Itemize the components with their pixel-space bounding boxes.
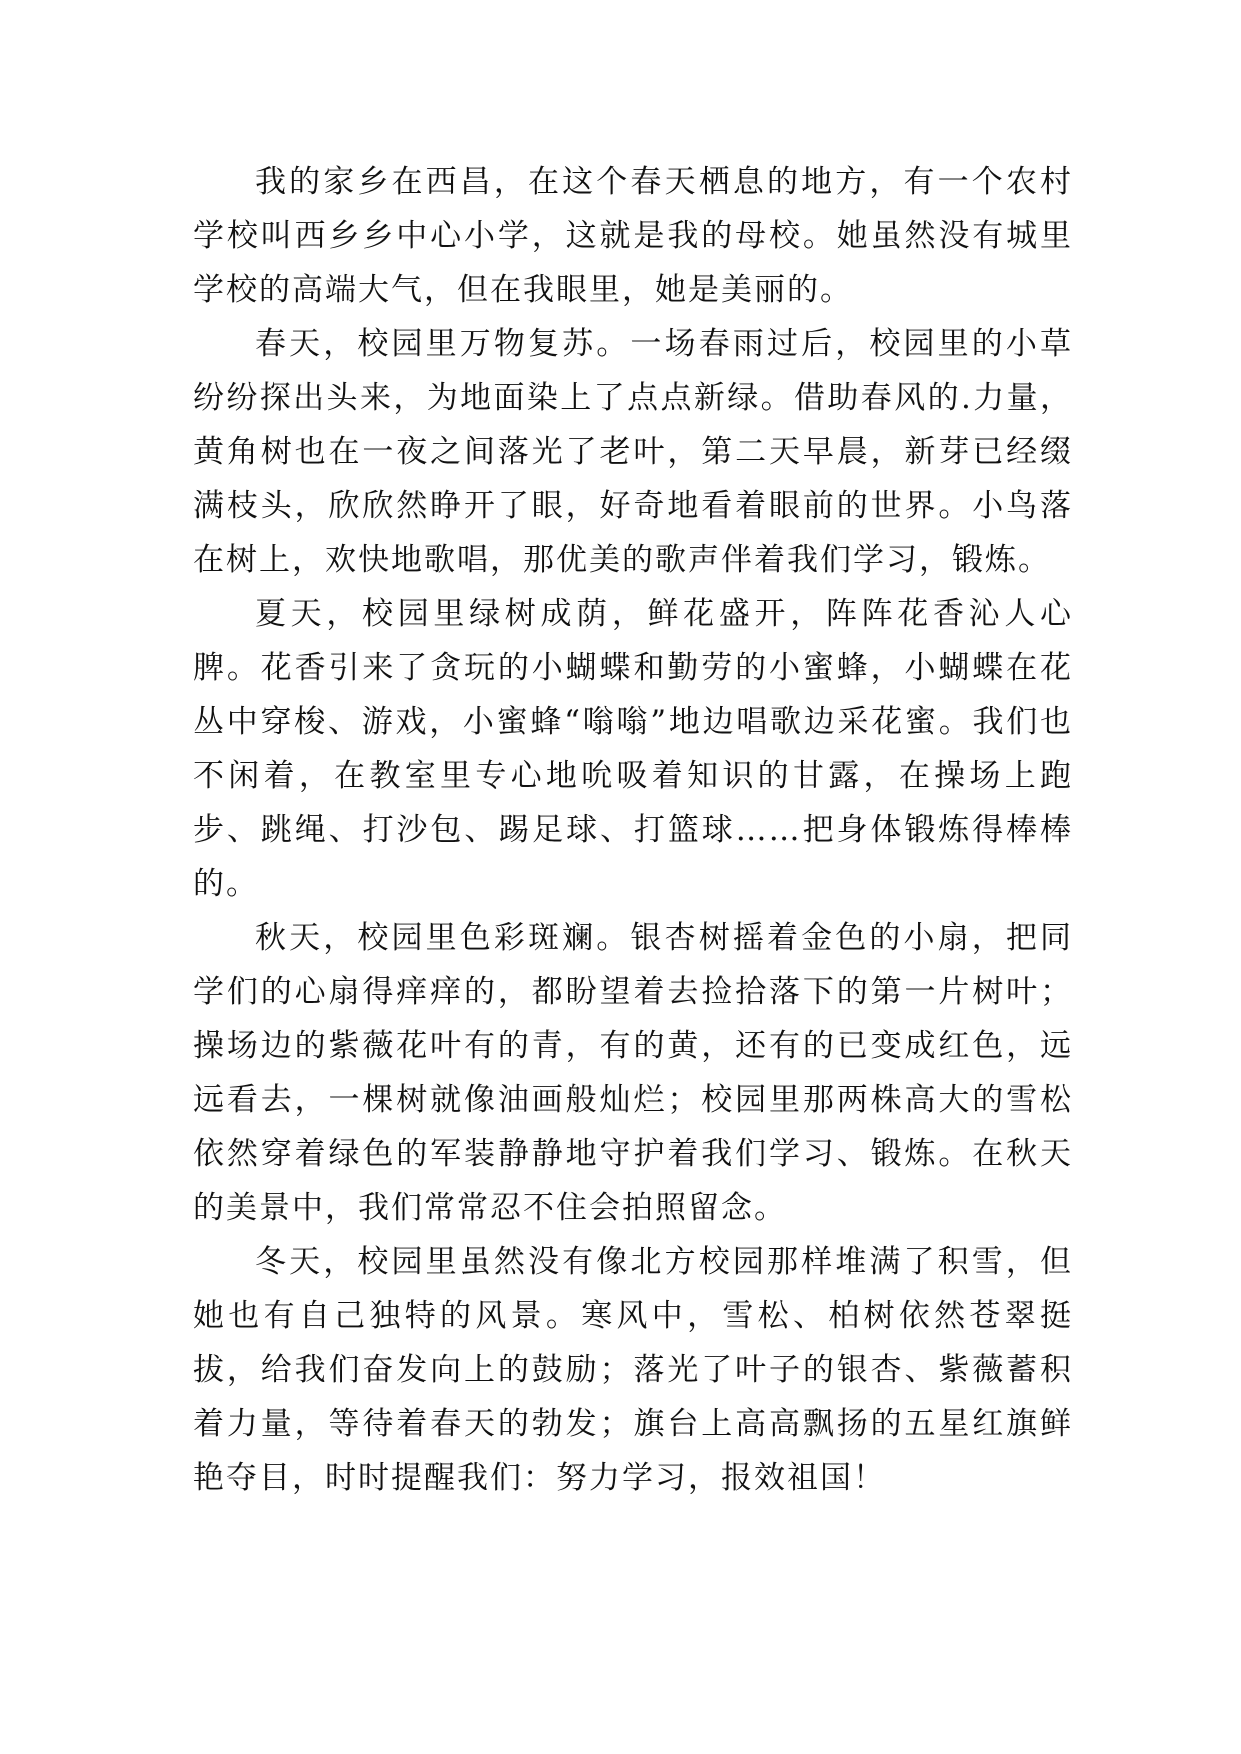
paragraph-summer: 夏天，校园里绿树成荫，鲜花盛开，阵阵花香沁人心脾。花香引来了贪玩的小蝴蝶和勤劳的小蜜蜂，小蝴蝶在花丛中穿梭、游戏，小蜜蜂“嗡嗡”地边唱歌边采花蜜。我们也不闲着，在教室里专心地吮吸着知识的甘露，在操场上跑步、跳绳、打沙包、踢足球、打篮球……把身体锻炼得棒棒的。 xyxy=(193,596,1073,902)
paragraph-autumn: 秋天，校园里色彩斑斓。银杏树摇着金色的小扇，把同学们的心扇得痒痒的，都盼望着去捡拾落下的第一片树叶；操场边的紫薇花叶有的青，有的黄，还有的已变成红色，远远看去，一棵树就像油画般灿烂；校园里那两株高大的雪松依然穿着绿色的军装静静地守护着我们学习、锻炼。在秋天的美景中，我们常常忍不住会拍照留念。 xyxy=(193,920,1073,1226)
paragraph-intro: 我的家乡在西昌，在这个春天栖息的地方，有一个农村学校叫西乡乡中心小学，这就是我的母校。她虽然没有城里学校的高端大气，但在我眼里，她是美丽的。 xyxy=(193,164,1073,308)
paragraph-spring: 春天，校园里万物复苏。一场春雨过后，校园里的小草纷纷探出头来，为地面染上了点点新绿。借助春风的.力量，黄角树也在一夜之间落光了老叶，第二天早晨，新芽已经缀满枝头，欣欣然睁开了眼，好奇地看着眼前的世界。小鸟落在树上，欢快地歌唱，那优美的歌声伴着我们学习，锻炼。 xyxy=(193,326,1073,578)
paragraph-winter: 冬天，校园里虽然没有像北方校园那样堆满了积雪，但她也有自己独特的风景。寒风中，雪松、柏树依然苍翠挺拔，给我们奋发向上的鼓励；落光了叶子的银杏、紫薇蓄积着力量，等待着春天的勃发；旗台上高高飘扬的五星红旗鲜艳夺目，时时提醒我们：努力学习，报效祖国！ xyxy=(193,1244,1073,1496)
document-body xyxy=(193,155,1073,1505)
